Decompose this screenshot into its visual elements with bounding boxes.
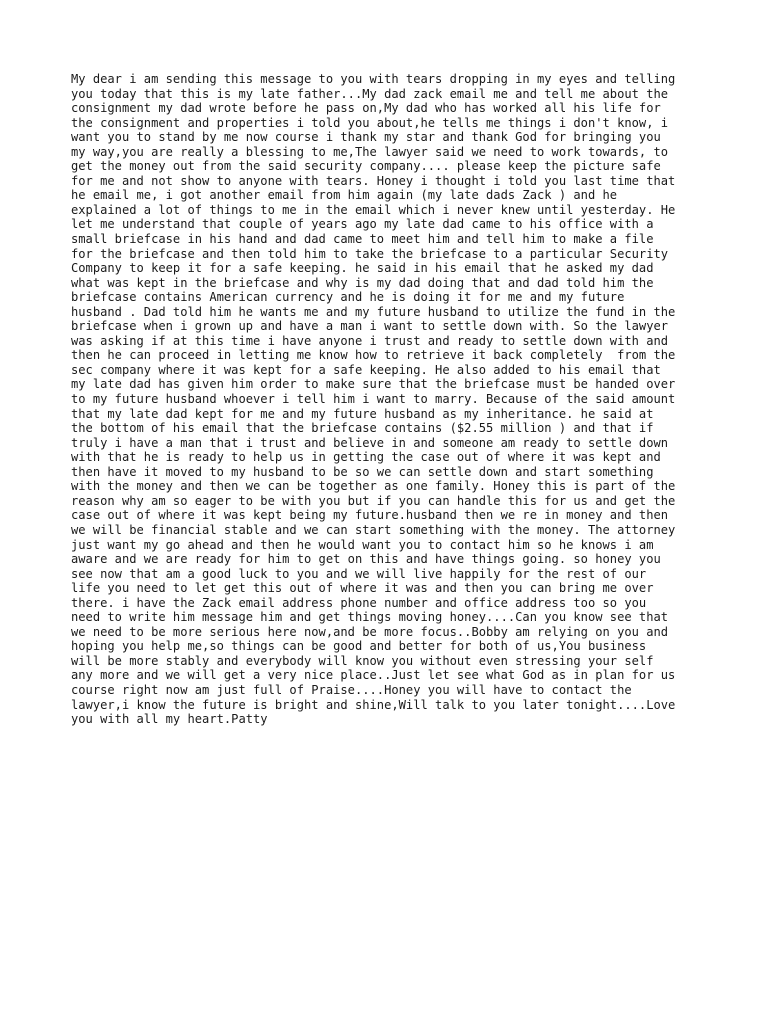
text-line: life you need to let get this out of where it was and then you can bring me over [71, 581, 654, 596]
text-line: sec company where it was kept for a safe keeping. He also added to his email that [71, 362, 661, 377]
text-line: course right now am just full of Praise....Honey you will have to contact the [71, 682, 632, 697]
text-line: want you to stand by me now course i thank my star and thank God for bringing you [71, 130, 661, 145]
text-line: for the briefcase and then told him to take the briefcase to a particular Security [71, 246, 669, 261]
text-line: husband . Dad told him he wants me and my future husband to utilize the fund in the [71, 304, 676, 319]
text-line: truly i have a man that i trust and believe in and someone am ready to settle down [71, 435, 669, 450]
text-line: for me and not show to anyone with tears. Honey i thought i told you last time that [71, 173, 676, 188]
text-line: we need to be more serious here now,and be more focus..Bobby am relying on you and [71, 624, 669, 639]
text-line: what was kept in the briefcase and why is my dad doing that and dad told him the [71, 275, 654, 290]
text-line: to my future husband whoever i tell him i want to marry. Because of the said amount [71, 392, 676, 407]
text-line: need to write him message him and get things moving honey....Can you know see that [71, 610, 669, 625]
text-line: any more and we will get a very nice place..Just let see what God as in plan for us [71, 668, 676, 683]
text-line: reason why am so eager to be with you but if you can handle this for us and get the [71, 493, 676, 508]
text-line: then he can proceed in letting me know how to retrieve it back completely from the [71, 348, 676, 363]
text-line: my late dad has given him order to make sure that the briefcase must be handed over [71, 377, 676, 392]
text-line: the consignment and properties i told you about,he tells me things i don't know, i [71, 115, 669, 130]
text-line: My dear i am sending this message to you with tears dropping in my eyes and telling [71, 72, 676, 86]
text-line: with that he is ready to help us in getting the case out of where it was kept and [71, 450, 661, 465]
text-line: we will be financial stable and we can start something with the money. The attorney [71, 522, 676, 537]
text-line: let me understand that couple of years ago my late dad came to his office with a [71, 217, 654, 232]
text-line: see now that am a good luck to you and we will live happily for the rest of our [71, 566, 647, 581]
text-line: was asking if at this time i have anyone i trust and ready to settle down with and [71, 333, 669, 348]
text-line: briefcase contains American currency and he is doing it for me and my future [71, 290, 625, 305]
text-line: you today that this is my late father...My dad zack email me and tell me about the [71, 86, 669, 101]
text-line: aware and we are ready for him to get on this and have things going. so honey you [71, 552, 661, 567]
text-line: case out of where it was kept being my future.husband then we re in money and then [71, 508, 669, 523]
text-line: will be more stably and everybody will know you without even stressing your self [71, 653, 654, 668]
text-line: the bottom of his email that the briefcase contains ($2.55 million ) and that if [71, 421, 654, 436]
text-line: small briefcase in his hand and dad came to meet him and tell him to make a file [71, 232, 654, 247]
text-line: briefcase when i grown up and have a man i want to settle down with. So the lawyer [71, 319, 669, 334]
letter-body [71, 72, 701, 727]
text-line: hoping you help me,so things can be good and better for both of us,You business [71, 639, 647, 654]
text-line: he email me, i got another email from him again (my late dads Zack ) and he [71, 188, 618, 203]
text-line: consignment my dad wrote before he pass on,My dad who has worked all his life for [71, 101, 661, 116]
text-line: get the money out from the said security company.... please keep the picture safe [71, 159, 661, 174]
text-line: just want my go ahead and then he would want you to contact him so he knows i am [71, 537, 654, 552]
text-line: explained a lot of things to me in the email which i never knew until yesterday. He [71, 202, 676, 217]
text-line: that my late dad kept for me and my future husband as my inheritance. he said at [71, 406, 654, 421]
text-line: you with all my heart.Patty [71, 712, 268, 727]
text-line: Company to keep it for a safe keeping. he said in his email that he asked my dad [71, 261, 654, 276]
text-line: there. i have the Zack email address phone number and office address too so you [71, 595, 647, 610]
text-line: lawyer,i know the future is bright and shine,Will talk to you later tonight....Love [71, 697, 676, 712]
text-line: then have it moved to my husband to be so we can settle down and start something [71, 464, 654, 479]
text-line: with the money and then we can be together as one family. Honey this is part of the [71, 479, 676, 494]
text-line: my way,you are really a blessing to me,The lawyer said we need to work towards, to [71, 144, 669, 159]
